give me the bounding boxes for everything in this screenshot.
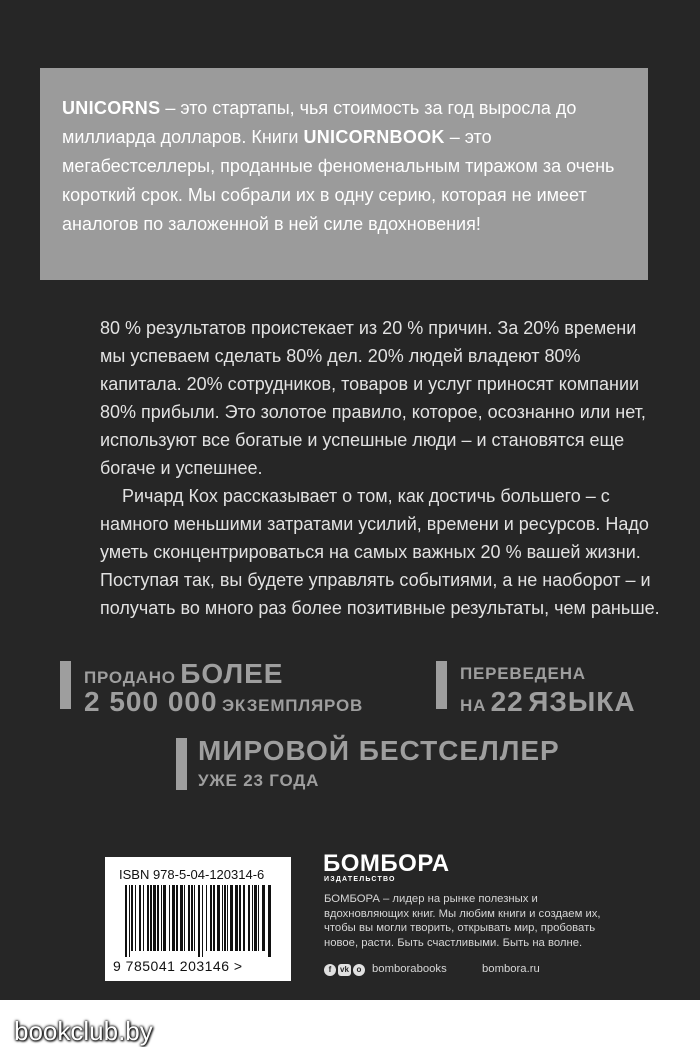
barcode-bar xyxy=(150,885,152,951)
barcode-bar xyxy=(169,885,170,951)
barcode-bar xyxy=(125,885,127,957)
stat-sold-number: 2 500 000 xyxy=(84,686,218,717)
stat-bar-icon xyxy=(60,661,71,709)
stat-bestseller-sub: УЖЕ 23 ГОДА xyxy=(198,771,320,790)
vk-icon[interactable]: vk xyxy=(338,964,351,976)
barcode-bar xyxy=(217,885,220,951)
facebook-icon[interactable]: f xyxy=(324,964,336,976)
barcode-bar xyxy=(188,885,190,951)
barcode-bar xyxy=(129,885,130,957)
stat-bar-icon xyxy=(436,661,447,709)
series-intro-text xyxy=(62,94,642,239)
publisher-logo: БОМБОРА xyxy=(323,850,450,877)
barcode-bar xyxy=(239,885,241,951)
barcode-bar xyxy=(153,885,156,951)
barcode-bar xyxy=(230,885,233,951)
barcode-bar xyxy=(147,885,149,951)
barcode-bar xyxy=(254,885,257,951)
stat-translations xyxy=(436,655,676,715)
barcode-bar xyxy=(252,885,253,951)
stat-sold-emph: БОЛЕЕ xyxy=(180,658,284,689)
barcode-bar xyxy=(262,885,265,951)
barcode-bar xyxy=(198,885,200,957)
brand-unicorns: UNICORNS xyxy=(62,98,161,118)
barcode-bar xyxy=(243,885,245,951)
series-intro-panel xyxy=(40,68,648,280)
barcode-bar xyxy=(172,885,175,951)
barcode-bar xyxy=(191,885,193,951)
stat-world-bestseller xyxy=(176,732,596,794)
odnoklassniki-icon[interactable]: o xyxy=(353,964,365,976)
barcode-bar xyxy=(184,885,185,951)
book-description xyxy=(100,314,660,622)
publisher-website[interactable]: bombora.ru xyxy=(482,963,540,975)
barcode-bar xyxy=(248,885,250,951)
ean-digits: 9 785041 203146 > xyxy=(113,958,243,974)
stat-bar-icon xyxy=(176,738,187,790)
barcode-bar xyxy=(227,885,228,951)
stat-sold-prefix: ПРОДАНО xyxy=(84,668,176,687)
barcode-bar xyxy=(131,885,133,951)
stat-sold-unit: ЭКЗЕМПЛЯРОВ xyxy=(222,696,364,715)
stat-translated-unit: ЯЗЫКА xyxy=(528,686,636,717)
publisher-subtitle: ИЗДАТЕЛЬСТВО xyxy=(324,876,396,883)
barcode-bars xyxy=(125,885,275,957)
social-icons xyxy=(324,963,365,977)
stat-copies-sold xyxy=(60,655,420,715)
barcode-bar xyxy=(180,885,183,951)
description-paragraph-2: Ричард Кох рассказывает о том, как достичь большего – с намного меньшими затратами усилий, времени и ресурсов. Надо уметь сконцентрироваться на самых важных 20 % вашей жизни. Поступая так, вы будете управлять событиями, а не наоборот – и получать во много раз более позитивные результаты, чем раньше. xyxy=(100,486,660,618)
barcode-bar xyxy=(176,885,178,951)
barcode-bar xyxy=(194,885,195,951)
publisher-description: БОМБОРА – лидер на рынке полезных и вдохновляющих книг. Мы любим книги и создаем их, чтобы вы могли творить, открывать мир, пробовать новое, расти. Быть счастливыми. Быть на волне. xyxy=(324,893,601,949)
intro-text-part1: – это стартапы, чья стоимость за год выросла до миллиарда долларов. Книги xyxy=(62,98,577,147)
barcode-bar xyxy=(235,885,238,951)
stat-translated-prefix: НА xyxy=(460,696,487,715)
barcode-bar xyxy=(139,885,141,951)
barcode-bar xyxy=(224,885,226,951)
stat-translated-line1: ПЕРЕВЕДЕНА xyxy=(460,664,586,683)
barcode-box xyxy=(105,857,291,981)
barcode-bar xyxy=(143,885,144,951)
barcode-bar xyxy=(268,885,271,957)
brand-unicornbook: UNICORNBOOK xyxy=(303,127,445,147)
watermark: bookclub.by xyxy=(14,1016,153,1046)
barcode-bar xyxy=(206,885,207,951)
barcode-bar xyxy=(202,885,203,957)
barcode-bar xyxy=(222,885,223,951)
barcode-bar xyxy=(258,885,259,951)
barcode-bar xyxy=(161,885,162,951)
stat-translated-number: 22 xyxy=(490,686,524,717)
description-paragraph-1: 80 % результатов проистекает из 20 % причин. За 20% времени мы успеваем сделать 80% дел. 20% людей владеют 80% капитала. 20% сотрудников, товаров и услуг приносят компании 80% прибыли. Это золотое правило, которое, осознанно или нет, используют все богатые и успешные люди – и становятся еще богаче и успешнее. xyxy=(100,318,646,478)
barcode-bar xyxy=(157,885,159,951)
barcode-bar xyxy=(135,885,136,951)
barcode-bar xyxy=(213,885,215,951)
intro-text-part2: – это мегабестселлеры, проданные феноменальным тиражом за очень короткий срок. Мы собрали их в одну серию, которая не имеет аналогов по заложенной в ней силе вдохновения! xyxy=(62,127,615,234)
social-handle[interactable]: bomborabooks xyxy=(372,963,447,975)
barcode-bar xyxy=(163,885,166,951)
barcode-bar xyxy=(210,885,212,951)
isbn-number: ISBN 978-5-04-120314-6 xyxy=(119,867,265,882)
stat-bestseller-title: МИРОВОЙ БЕСТСЕЛЛЕР xyxy=(198,735,560,766)
